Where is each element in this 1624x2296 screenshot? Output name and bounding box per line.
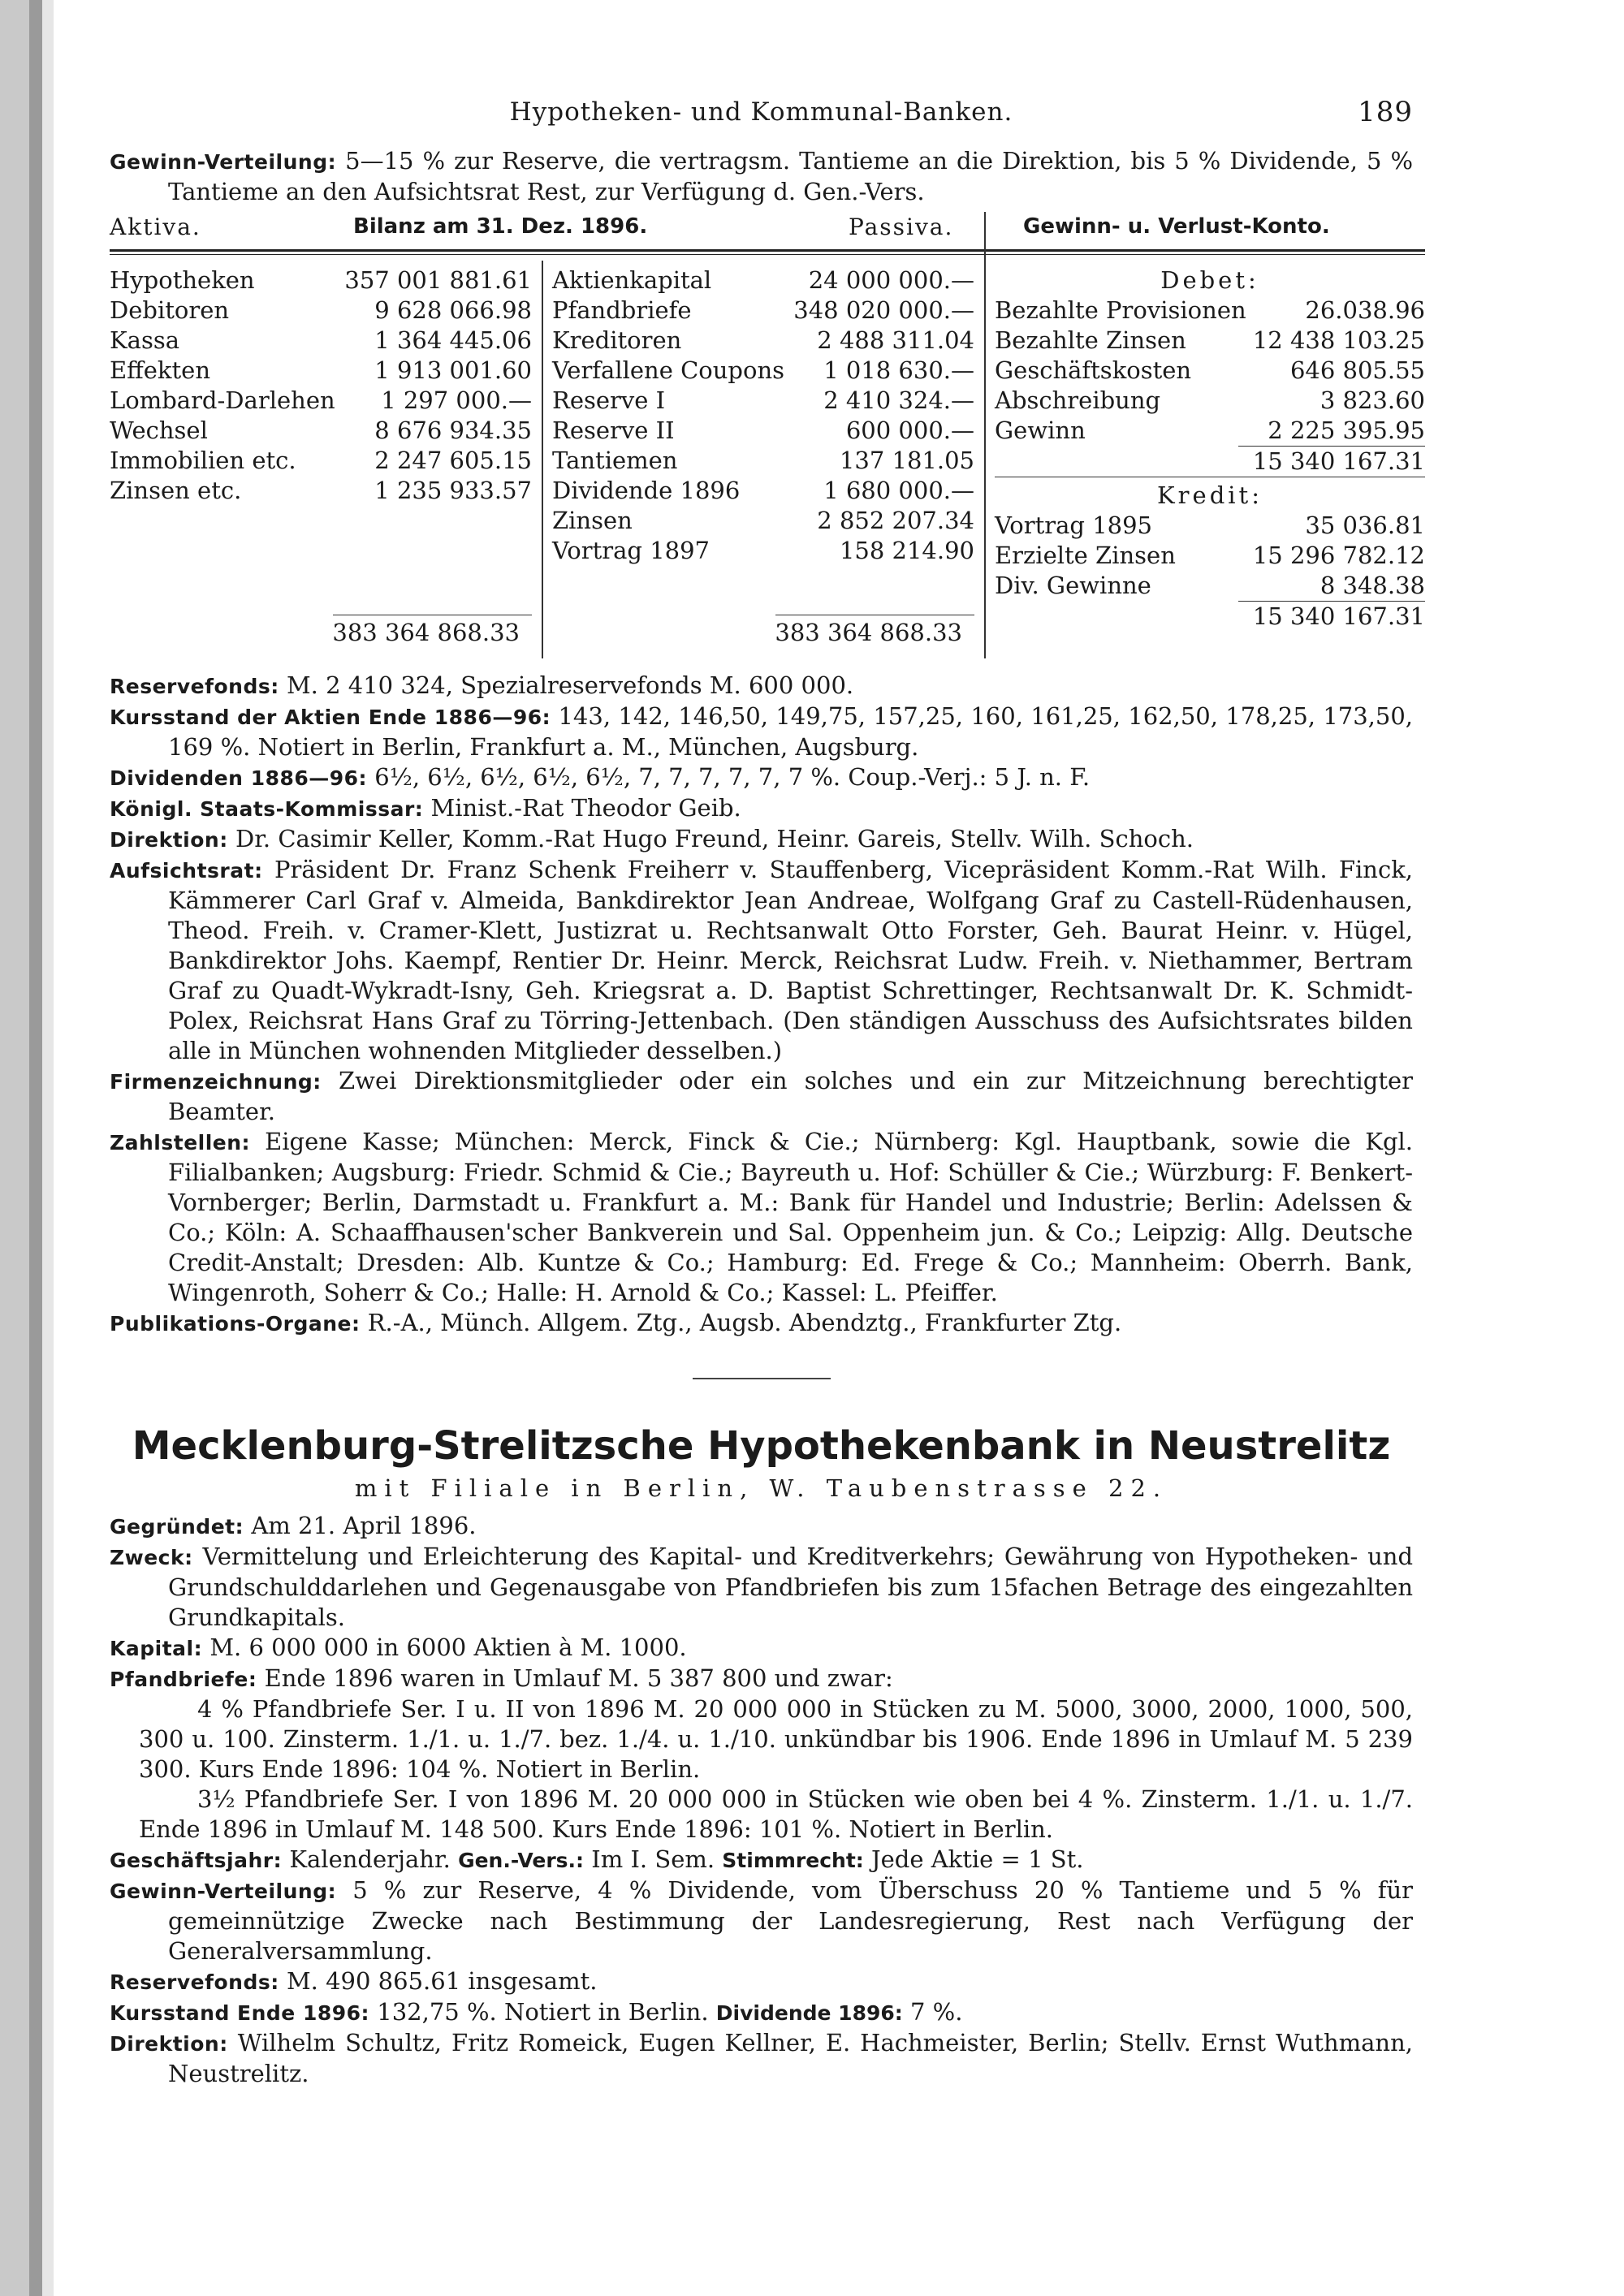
aktiva-row: Zinsen etc. 1 235 933.57 [110, 477, 532, 504]
aktiva-column [110, 265, 532, 506]
passiva-row: Pfandbriefe 348 020 000.— [552, 296, 974, 324]
rule [110, 254, 1425, 255]
zahlstellen: Zahlstellen: Eigene Kasse; München: Merck, Finck & Cie.; Nürnberg: Kgl. Hauptbank, sowie die Kgl. Filialbanken; Augsburg: Friedr. Schmid & Cie.; Bayreuth u. Hof: Schüller & Cie.; Würzburg: F. Benkert-Vornberger; Berlin, Darmstadt u. Frankfurt a. M.: Bank für Handel und Industrie; Berlin: Adelssen & Co.; Köln: A. Schaaffhausen'scher Bankverein und Sal. Oppenheim jun. & Co.; Leipzig: Allg. Deutsche Credit-Anstalt; Dresden: Alb. Kuntze & Co.; Hamburg: Ed. Frege & Co.; Mannheim: Oberrh. Bank, Wingenroth, Soherr & Co.; Halle: H. Arnold & Co.; Kassel: L. Pfeiffer. [110, 1128, 1413, 1306]
passiva-row: Reserve II 600 000.— [552, 416, 974, 444]
kredit-row: Div. Gewinne 8 348.38 [995, 572, 1425, 599]
column-divider [984, 212, 986, 658]
gv-column [995, 265, 1425, 632]
scan-edge [0, 0, 29, 2296]
kursstand-1: Kursstand der Aktien Ende 1886—96: 143, 142, 146,50, 149,75, 157,25, 160, 161,25, 162,50, 178,25, 173,50, 169 %. Notiert in Berlin, Frankfurt a. M., München, Augsburg. [110, 702, 1414, 761]
aktiva-row: Immobilien etc. 2 247 605.15 [110, 447, 532, 474]
passiva-label: Passiva. [849, 214, 954, 240]
gewinn-verteilung-1 [110, 146, 1413, 207]
passiva-total: 383 364 868.33 [775, 619, 962, 646]
direktion-1: Direktion: Dr. Casimir Keller, Komm.-Rat Hugo Freund, Heinr. Gareis, Stellv. Wilh. Schoch. [110, 825, 1194, 852]
dividenden-1: Dividenden 1886—96: 6½, 6½, 6½, 6½, 6½, 7, 7, 7, 7, 7, 7 %. Coup.-Verj.: 5 J. n. F. [110, 763, 1091, 791]
text: 5—15 % zur Reserve, die vertragsm. Tantieme an die Direktion, bis 5 % Dividende, 5 % Tantieme an den Aufsichtsrat Rest, zur Verfügung d. Gen.-Vers. [168, 147, 1414, 205]
gegruendet: Gegründet: Am 21. April 1896. [110, 1512, 477, 1539]
passiva-row: Zinsen 2 852 207.34 [552, 507, 974, 534]
aktiva-row: Kassa 1 364 445.06 [110, 326, 532, 354]
rule [110, 249, 1425, 252]
reservefonds-1: Reservefonds: M. 2 410 324, Spezialreservefonds M. 600 000. [110, 671, 854, 699]
zweck: Zweck: Vermittelung und Erleichterung des Kapital- und Kreditverkehrs; Gewährung von Hypotheken- und Grundschulddarlehen und Gegenausgabe von Pfandbriefen bis zum 15fachen Betrage des eingezahlten Grundkapitals. [110, 1543, 1414, 1631]
balance-title: Bilanz am 31. Dez. 1896. [353, 214, 648, 239]
pfandbriefe-4-prozent: 4 % Pfandbriefe Ser. I u. II von 1896 M. 20 000 000 in Stücken zu M. 5000, 3000, 2000, 1000, 500, 300 u. 100. Zinsterm. 1./1. u. 1./7. bez. 1./4. u. 1./10. unkündbar bis 1906. Ende 1896 in Umlauf M. 5 239 300. Kurs Ende 1896: 104 %. Notiert in Berlin. [139, 1695, 1413, 1783]
aktiva-label: Aktiva. [110, 214, 201, 240]
aktiva-row: Lombard-Darlehen 1 297 000.— [110, 386, 532, 414]
page-number: 189 [1358, 96, 1413, 128]
scan-edge-shadow [29, 0, 42, 2296]
scan-edge-light [42, 0, 54, 2296]
gewinn-verteilung-2: Gewinn-Verteilung: 5 % zur Reserve, 4 % Dividende, vom Überschuss 20 % Tantieme und 5 % für gemeinnützige Zwecke nach Bestimmung der Landesregierung, Rest nach Verfügung der Generalversammlung. [110, 1876, 1414, 1965]
debet-row: Geschäftskosten 646 805.55 [995, 356, 1425, 384]
passiva-row: Reserve I 2 410 324.— [552, 386, 974, 414]
passiva-row: Verfallene Coupons 1 018 630.— [552, 356, 974, 384]
aktiva-row: Wechsel 8 676 934.35 [110, 416, 532, 444]
kredit-total: 15 340 167.31 [1238, 601, 1425, 632]
bank-subtitle: mit Filiale in Berlin, W. Taubenstrasse 22. [354, 1474, 1168, 1502]
header-title: Hypotheken- und Kommunal-Banken. [509, 97, 1013, 127]
kredit-label: Kredit: [995, 477, 1425, 511]
geschaeftsjahr-line: Geschäftsjahr: Kalenderjahr. Gen.-Vers.: Im I. Sem. Stimmrecht: Jede Aktie = 1 St. [110, 1845, 1084, 1873]
kapital: Kapital: M. 6 000 000 in 6000 Aktien à M. 1000. [110, 1634, 687, 1661]
debet-row: Abschreibung 3 823.60 [995, 386, 1425, 414]
debet-label: Debet: [1160, 266, 1259, 294]
kredit-row: Erzielte Zinsen 15 296 782.12 [995, 542, 1425, 569]
passiva-row: Tantiemen 137 181.05 [552, 447, 974, 474]
passiva-column [552, 265, 974, 566]
passiva-row: Vortrag 1897 158 214.90 [552, 537, 974, 564]
publikations-organe: Publikations-Organe: R.-A., Münch. Allgem. Ztg., Augsb. Abendztg., Frankfurter Ztg. [110, 1309, 1122, 1336]
passiva-row: Dividende 1896 1 680 000.— [552, 477, 974, 504]
debet-total: 15 340 167.31 [1238, 446, 1425, 477]
page [110, 96, 1425, 2089]
reservefonds-2: Reservefonds: M. 490 865.61 insgesamt. [110, 1967, 598, 1995]
aktiva-row: Effekten 1 913 001.60 [110, 356, 532, 384]
aufsichtsrat: Aufsichtsrat: Präsident Dr. Franz Schenk Freiherr v. Stauffenberg, Vicepräsident Komm.-Rat Wilh. Finck, Kämmerer Carl Graf v. Almeida, Bankdirektor Jean Andreae, Wolfgang Graf zu Castell-Rüdenhausen, Theod. Freih. v. Cramer-Klett, Justizrat u. Rechtsanwalt Otto Forster, Geh. Baurat Heinr. v. Hügel, Bankdirektor Johs. Kaempf, Rentier Dr. Heinr. Merck, Reichsrat Ludw. Freih. v. Niethammer, Bertram Graf zu Quadt-Wykradt-Isny, Geh. Kriegsrat a. D. Baptist Schrettinger, Rechtsanwalt Dr. K. Schmidt-Polex, Reichsrat Hans Graf zu Törring-Jettenbach. (Den ständigen Ausschuss des Aufsichtsrates bilden alle in München wohnenden Mitglieder desselben.) [110, 856, 1414, 1064]
pfandbriefe: Pfandbriefe: Ende 1896 waren in Umlauf M. 5 387 800 und zwar: [110, 1664, 893, 1692]
balance-sheet [110, 212, 1425, 662]
passiva-row: Kreditoren 2 488 311.04 [552, 326, 974, 354]
direktion-2: Direktion: Wilhelm Schultz, Fritz Romeick, Eugen Kellner, E. Hachmeister, Berlin; Stellv. Ernst Wuthmann, Neustrelitz. [110, 2029, 1414, 2087]
aktiva-total: 383 364 868.33 [332, 619, 520, 646]
section-separator [693, 1378, 831, 1379]
debet-row: Bezahlte Zinsen 12 438 103.25 [995, 326, 1425, 354]
aktiva-row: Debitoren 9 628 066.98 [110, 296, 532, 324]
running-header [110, 97, 1413, 146]
staats-kommissar: Königl. Staats-Kommissar: Minist.-Rat Theodor Geib. [110, 794, 741, 822]
debet-row: Gewinn 2 225 395.95 [995, 416, 1425, 444]
aktiva-row: Hypotheken 357 001 881.61 [110, 266, 532, 294]
pfandbriefe-3-5-prozent: 3½ Pfandbriefe Ser. I von 1896 M. 20 000 000 in Stücken wie oben bei 4 %. Zinsterm. 1./1. u. 1./7. Ende 1896 in Umlauf M. 148 500. Kurs Ende 1896: 101 %. Notiert in Berlin. [139, 1785, 1413, 1843]
gv-title: Gewinn- u. Verlust-Konto. [1023, 214, 1330, 239]
column-divider [542, 261, 543, 658]
bank-title: Mecklenburg-Strelitzsche Hypothekenbank in Neustrelitz [132, 1423, 1391, 1469]
kredit-row: Vortrag 1895 35 036.81 [995, 511, 1425, 539]
firmenzeichnung: Firmenzeichnung: Zwei Direktionsmitglieder oder ein solches und ein zur Mitzeichnung berechtigter Beamter. [110, 1067, 1413, 1125]
debet-row: Bezahlte Provisionen 26.038.96 [995, 296, 1425, 324]
passiva-row: Aktienkapital 24 000 000.— [552, 266, 974, 294]
label: Gewinn-Verteilung: [110, 150, 337, 174]
kursstand-2: Kursstand Ende 1896: 132,75 %. Notiert in Berlin. Dividende 1896: 7 %. [110, 1998, 963, 2026]
